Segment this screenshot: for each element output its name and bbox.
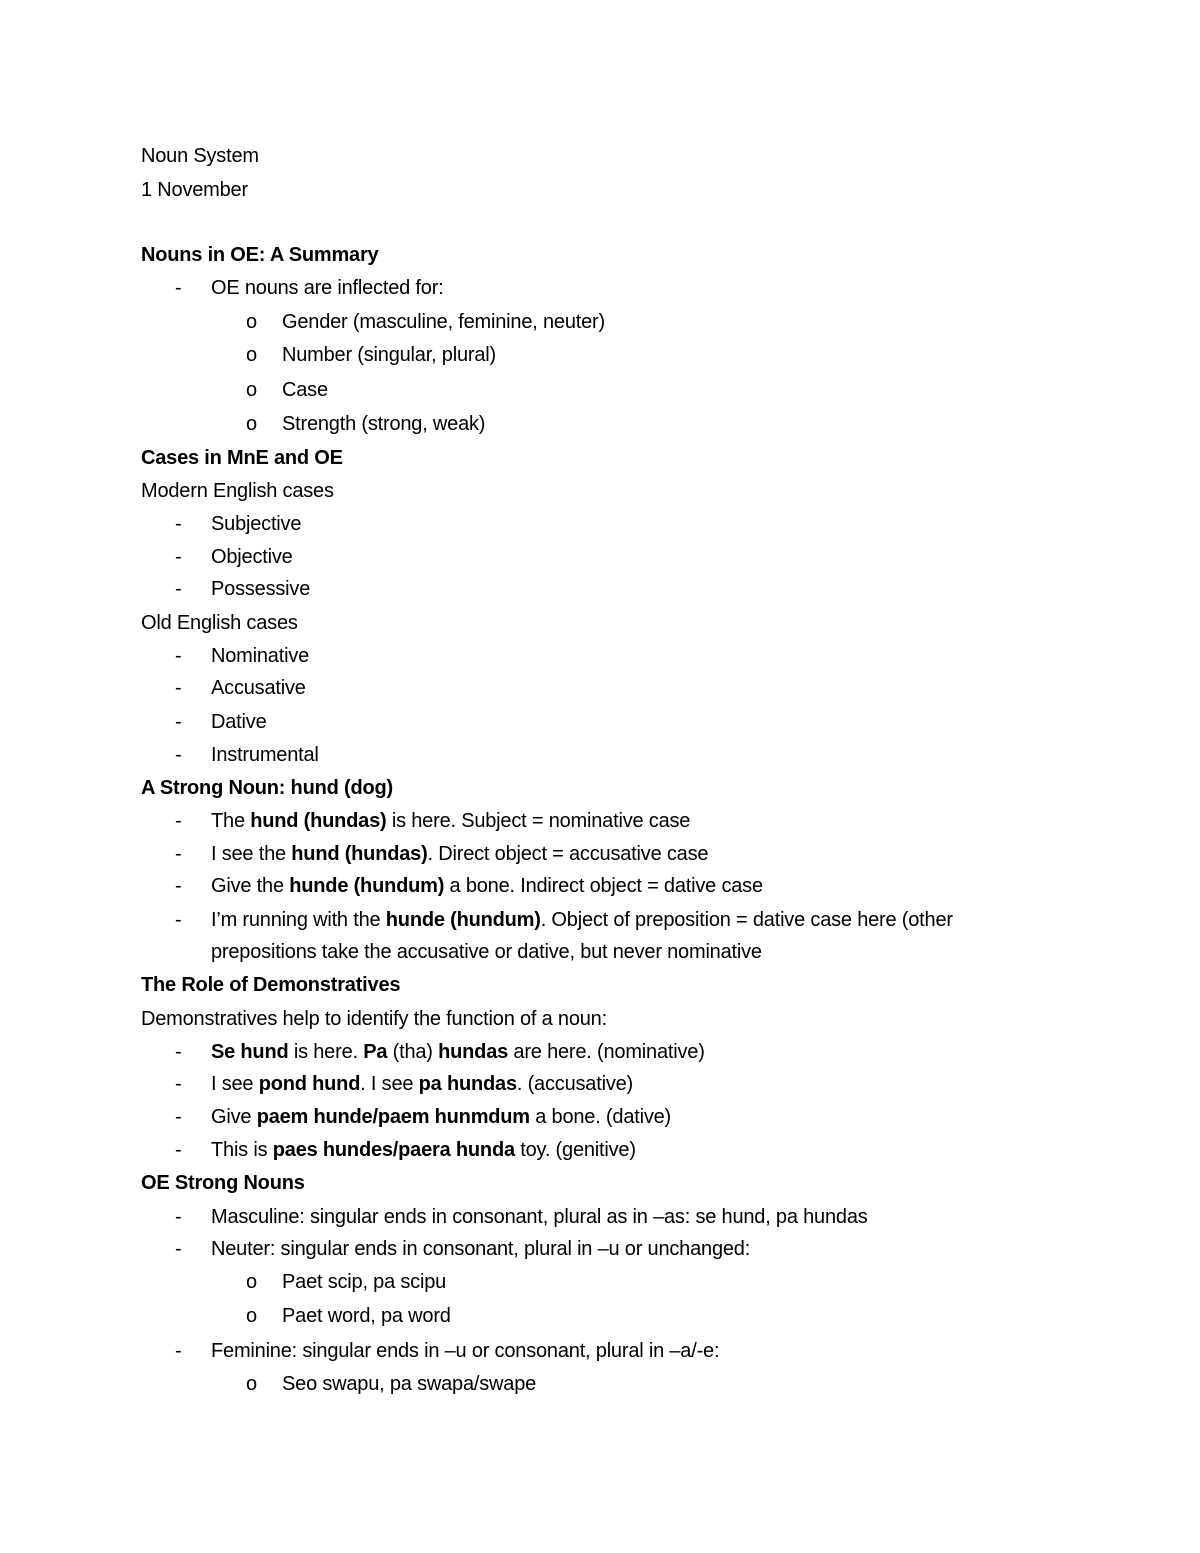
strong-noun-item: The hund (hundas) is here. Subject = nominative case [211,810,691,832]
dash-bullet: - [175,1340,182,1362]
list-item: Possessive [211,578,311,600]
list-item: Subjective [211,513,302,535]
list-item: Objective [211,546,293,568]
strong-noun-item: Give the hunde (hundum) a bone. Indirect object = dative case [211,875,763,897]
section-heading-oe-strong-nouns: OE Strong Nouns [141,1172,305,1194]
dash-bullet: - [175,677,182,699]
dash-bullet: - [175,1073,182,1095]
circle-bullet: o [246,311,258,333]
circle-bullet: o [246,1373,258,1395]
neuter-example: Paet word, pa word [282,1305,451,1327]
dash-bullet: - [175,277,182,299]
demonstrative-item: This is paes hundes/paera hunda toy. (genitive) [211,1139,636,1161]
feminine-item: Feminine: singular ends in –u or consonant, plural in –a/-e: [211,1340,720,1362]
list-item: Instrumental [211,744,319,766]
summary-subitem: Number (singular, plural) [282,344,496,366]
section-heading-strong-noun: A Strong Noun: hund (dog) [141,777,393,799]
document-date: 1 November [141,179,248,201]
dash-bullet: - [175,843,182,865]
list-item: Dative [211,711,267,733]
dash-bullet: - [175,1139,182,1161]
strong-noun-continuation: prepositions take the accusative or dative, but never nominative [211,941,762,963]
document-title: Noun System [141,145,259,167]
summary-subitem: Case [282,379,328,401]
dash-bullet: - [175,578,182,600]
neuter-item: Neuter: singular ends in consonant, plural in –u or unchanged: [211,1238,751,1260]
masculine-item: Masculine: singular ends in consonant, plural as in –as: se hund, pa hundas [211,1206,868,1228]
dash-bullet: - [175,1238,182,1260]
dash-bullet: - [175,1041,182,1063]
section-heading-summary: Nouns in OE: A Summary [141,244,379,266]
demonstrative-item: Give paem hunde/paem hunmdum a bone. (dative) [211,1106,672,1128]
dash-bullet: - [175,1206,182,1228]
strong-noun-item: I’m running with the hunde (hundum). Object of preposition = dative case here (other [211,909,953,931]
feminine-example: Seo swapu, pa swapa/swape [282,1373,537,1395]
strong-noun-item: I see the hund (hundas). Direct object = accusative case [211,843,709,865]
demonstrative-item: I see pond hund. I see pa hundas. (accusative) [211,1073,634,1095]
old-cases-label: Old English cases [141,612,298,634]
circle-bullet: o [246,379,258,401]
circle-bullet: o [246,1271,258,1293]
section-heading-cases: Cases in MnE and OE [141,447,343,469]
summary-subitem: Strength (strong, weak) [282,413,486,435]
dash-bullet: - [175,711,182,733]
neuter-example: Paet scip, pa scipu [282,1271,447,1293]
dash-bullet: - [175,875,182,897]
dash-bullet: - [175,546,182,568]
dash-bullet: - [175,810,182,832]
dash-bullet: - [175,645,182,667]
modern-cases-label: Modern English cases [141,480,334,502]
demonstrative-item: Se hund is here. Pa (tha) hundas are here. (nominative) [211,1041,705,1063]
circle-bullet: o [246,1305,258,1327]
summary-subitem: Gender (masculine, feminine, neuter) [282,311,605,333]
demonstratives-intro: Demonstratives help to identify the function of a noun: [141,1008,607,1030]
dash-bullet: - [175,744,182,766]
list-item: Accusative [211,677,306,699]
summary-item: OE nouns are inflected for: [211,277,444,299]
dash-bullet: - [175,909,182,931]
dash-bullet: - [175,1106,182,1128]
circle-bullet: o [246,413,258,435]
section-heading-demonstratives: The Role of Demonstratives [141,974,401,996]
circle-bullet: o [246,344,258,366]
dash-bullet: - [175,513,182,535]
list-item: Nominative [211,645,310,667]
